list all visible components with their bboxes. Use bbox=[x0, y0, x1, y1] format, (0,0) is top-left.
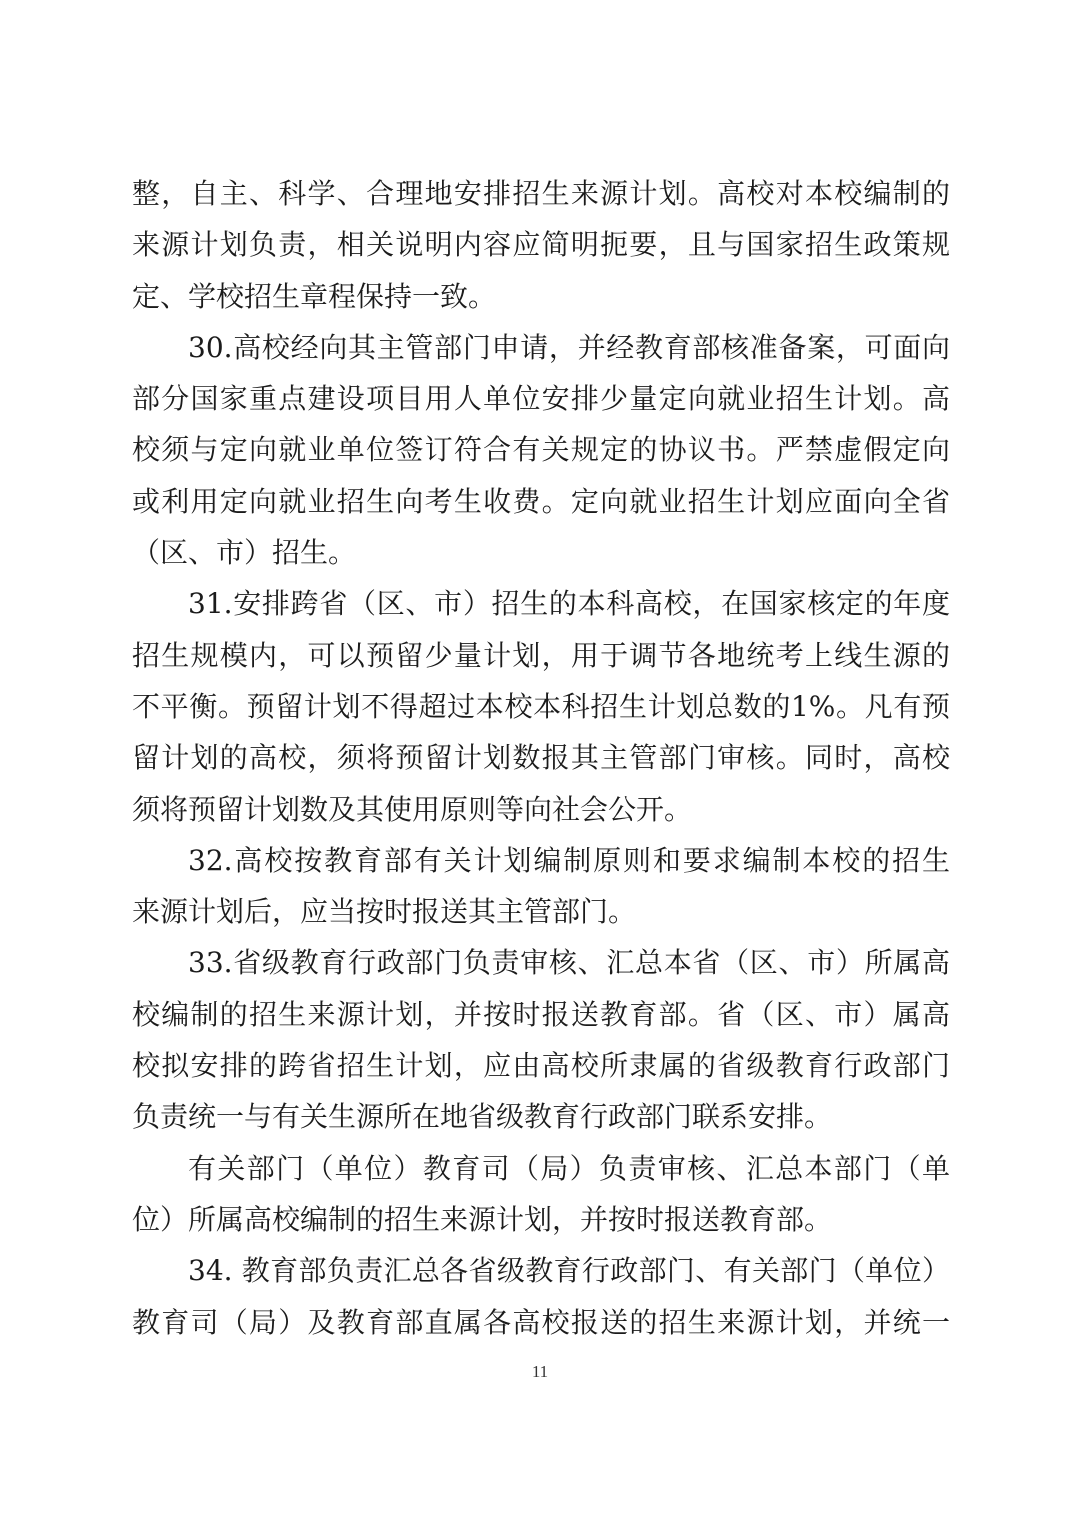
text-line: （区、市）招生。 bbox=[132, 536, 357, 570]
text-line: 部分国家重点建设项目用人单位安排少量定向就业招生计划。高 bbox=[132, 382, 950, 416]
paragraph-33-start: 33.省级教育行政部门负责审核、汇总本省（区、市）所属高 bbox=[188, 946, 950, 980]
text-line: 整，自主、科学、合理地安排招生来源计划。高校对本校编制的 bbox=[132, 177, 950, 210]
text-line: 来源计划后，应当按时报送其主管部门。 bbox=[132, 895, 637, 929]
paragraph-start: 有关部门（单位）教育司（局）负责审核、汇总本部门（单 bbox=[188, 1151, 950, 1185]
text-line: 负责统一与有关生源所在地省级教育行政部门联系安排。 bbox=[132, 1100, 833, 1134]
page-number: 11 bbox=[531, 1362, 549, 1381]
text-line: 校须与定向就业单位签订符合有关规定的协议书。严禁虚假定向 bbox=[132, 433, 950, 467]
text-line: 校编制的招生来源计划，并按时报送教育部。省（区、市）属高 bbox=[132, 997, 950, 1031]
text-line: 须将预留计划数及其使用原则等向社会公开。 bbox=[132, 792, 693, 826]
text-line: 位）所属高校编制的招生来源计划，并按时报送教育部。 bbox=[132, 1202, 833, 1236]
text-line: 校拟安排的跨省招生计划，应由高校所隶属的省级教育行政部门 bbox=[132, 1049, 950, 1083]
text-line: 教育司（局）及教育部直属各高校报送的招生来源计划，并统一 bbox=[132, 1305, 950, 1339]
paragraph-30-start: 30.高校经向其主管部门申请，并经教育部核准备案，可面向 bbox=[188, 330, 950, 364]
text-line: 定、学校招生章程保持一致。 bbox=[132, 279, 497, 313]
paragraph-32-start: 32.高校按教育部有关计划编制原则和要求编制本校的招生 bbox=[188, 843, 950, 877]
text-line: 来源计划负责，相关说明内容应简明扼要，且与国家招生政策规 bbox=[132, 228, 950, 262]
paragraph-31-start: 31.安排跨省（区、市）招生的本科高校，在国家核定的年度 bbox=[188, 587, 950, 621]
document-body bbox=[132, 168, 950, 1348]
text-line: 留计划的高校，须将预留计划数报其主管部门审核。同时，高校 bbox=[132, 741, 950, 775]
text-line: 或利用定向就业招生向考生收费。定向就业招生计划应面向全省 bbox=[132, 484, 950, 518]
text-line: 不平衡。预留计划不得超过本校本科招生计划总数的1%。凡有预 bbox=[132, 689, 950, 723]
paragraph-34-start: 34. 教育部负责汇总各省级教育行政部门、有关部门（单位） bbox=[188, 1254, 950, 1288]
text-line: 招生规模内，可以预留少量计划，用于调节各地统考上线生源的 bbox=[132, 638, 950, 672]
